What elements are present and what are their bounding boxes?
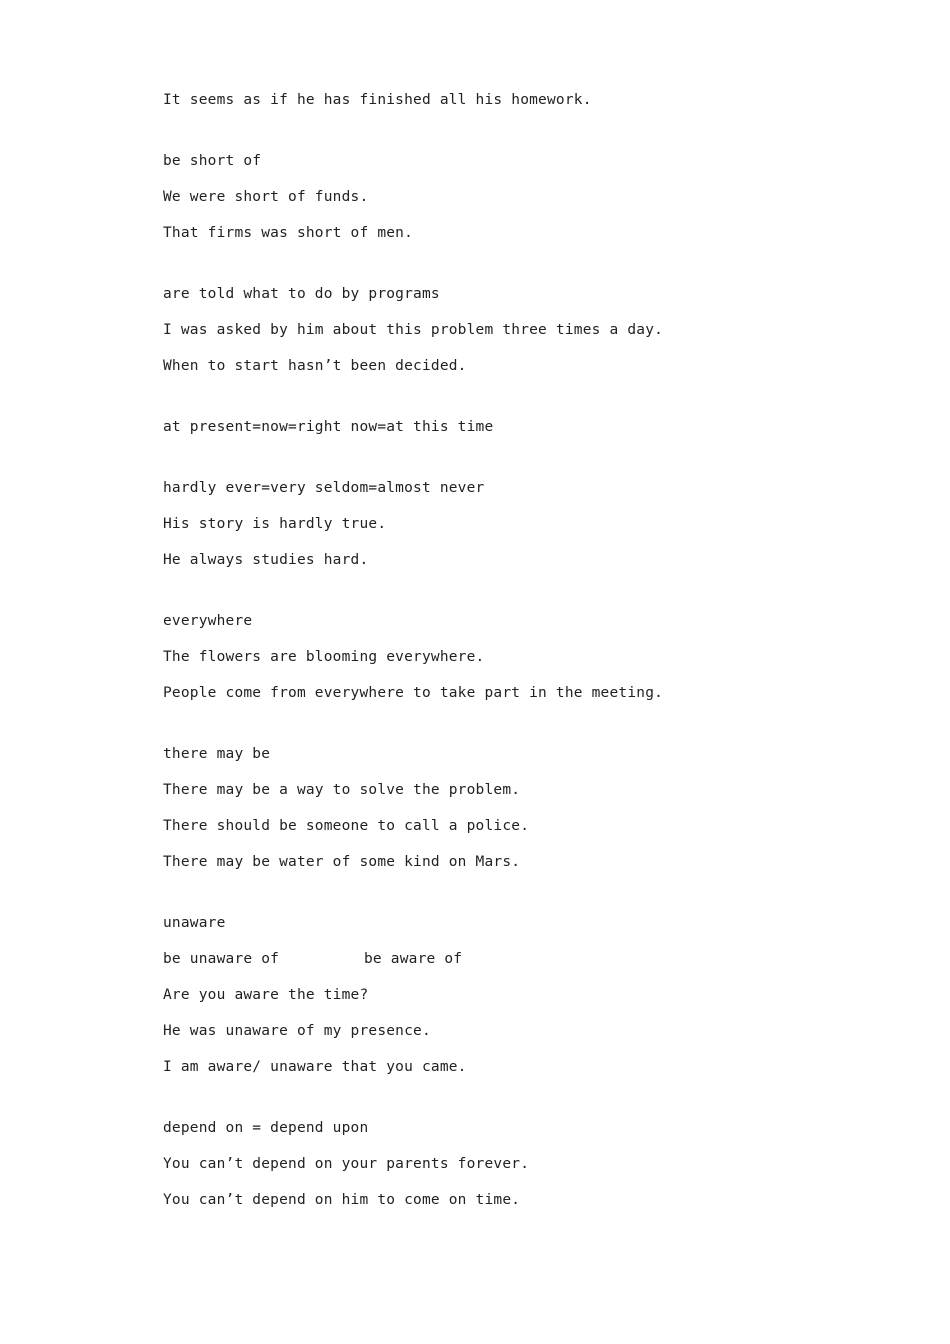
example-sentence: He always studies hard. (163, 552, 369, 568)
section-hardly-ever (163, 470, 863, 578)
document-content (163, 82, 863, 1218)
section-everywhere (163, 603, 863, 711)
spacer (163, 880, 863, 905)
example-sentence: When to start hasn’t been decided. (163, 358, 467, 374)
example-sentence: Are you aware the time? (163, 987, 369, 1003)
example-sentence: I am aware/ unaware that you came. (163, 1059, 467, 1075)
section-heading: depend on = depend upon (163, 1120, 369, 1136)
section-heading: be short of (163, 153, 262, 169)
section-at-present (163, 409, 863, 445)
example-sentence: There may be a way to solve the problem. (163, 782, 521, 798)
section-depend-on (163, 1110, 863, 1218)
section-heading: everywhere (163, 613, 253, 629)
phrase-pair (163, 941, 863, 977)
example-sentence: The flowers are blooming everywhere. (163, 649, 485, 665)
example-sentence: There may be water of some kind on Mars. (163, 854, 521, 870)
section-heading: at present=now=right now=at this time (163, 419, 494, 435)
example-sentence: You can’t depend on him to come on time. (163, 1192, 521, 1208)
section-heading: hardly ever=very seldom=almost never (163, 480, 485, 496)
example-sentence: He was unaware of my presence. (163, 1023, 431, 1039)
section-are-told (163, 276, 863, 384)
example-sentence: You can’t depend on your parents forever. (163, 1156, 530, 1172)
example-sentence: His story is hardly true. (163, 516, 387, 532)
section-be-short-of (163, 143, 863, 251)
intro-sentence: It seems as if he has finished all his homework. (163, 92, 592, 108)
spacer (163, 1085, 863, 1110)
spacer (163, 445, 863, 470)
example-sentence: That firms was short of men. (163, 225, 414, 241)
spacer (163, 711, 863, 736)
example-sentence: We were short of funds. (163, 189, 369, 205)
section-heading: there may be (163, 746, 271, 762)
section-heading: unaware (163, 915, 226, 931)
example-sentence: People come from everywhere to take part in the meeting. (163, 685, 664, 701)
spacer (163, 384, 863, 409)
spacer (163, 251, 863, 276)
example-sentence: I was asked by him about this problem three times a day. (163, 322, 664, 338)
phrase-unaware-of: be unaware of (163, 951, 280, 967)
example-sentence: There should be someone to call a police. (163, 818, 530, 834)
spacer (163, 118, 863, 143)
phrase-aware-of: be aware of (364, 951, 463, 967)
section-heading: are told what to do by programs (163, 286, 440, 302)
spacer (163, 578, 863, 603)
section-unaware (163, 905, 863, 1085)
section-there-may-be (163, 736, 863, 880)
